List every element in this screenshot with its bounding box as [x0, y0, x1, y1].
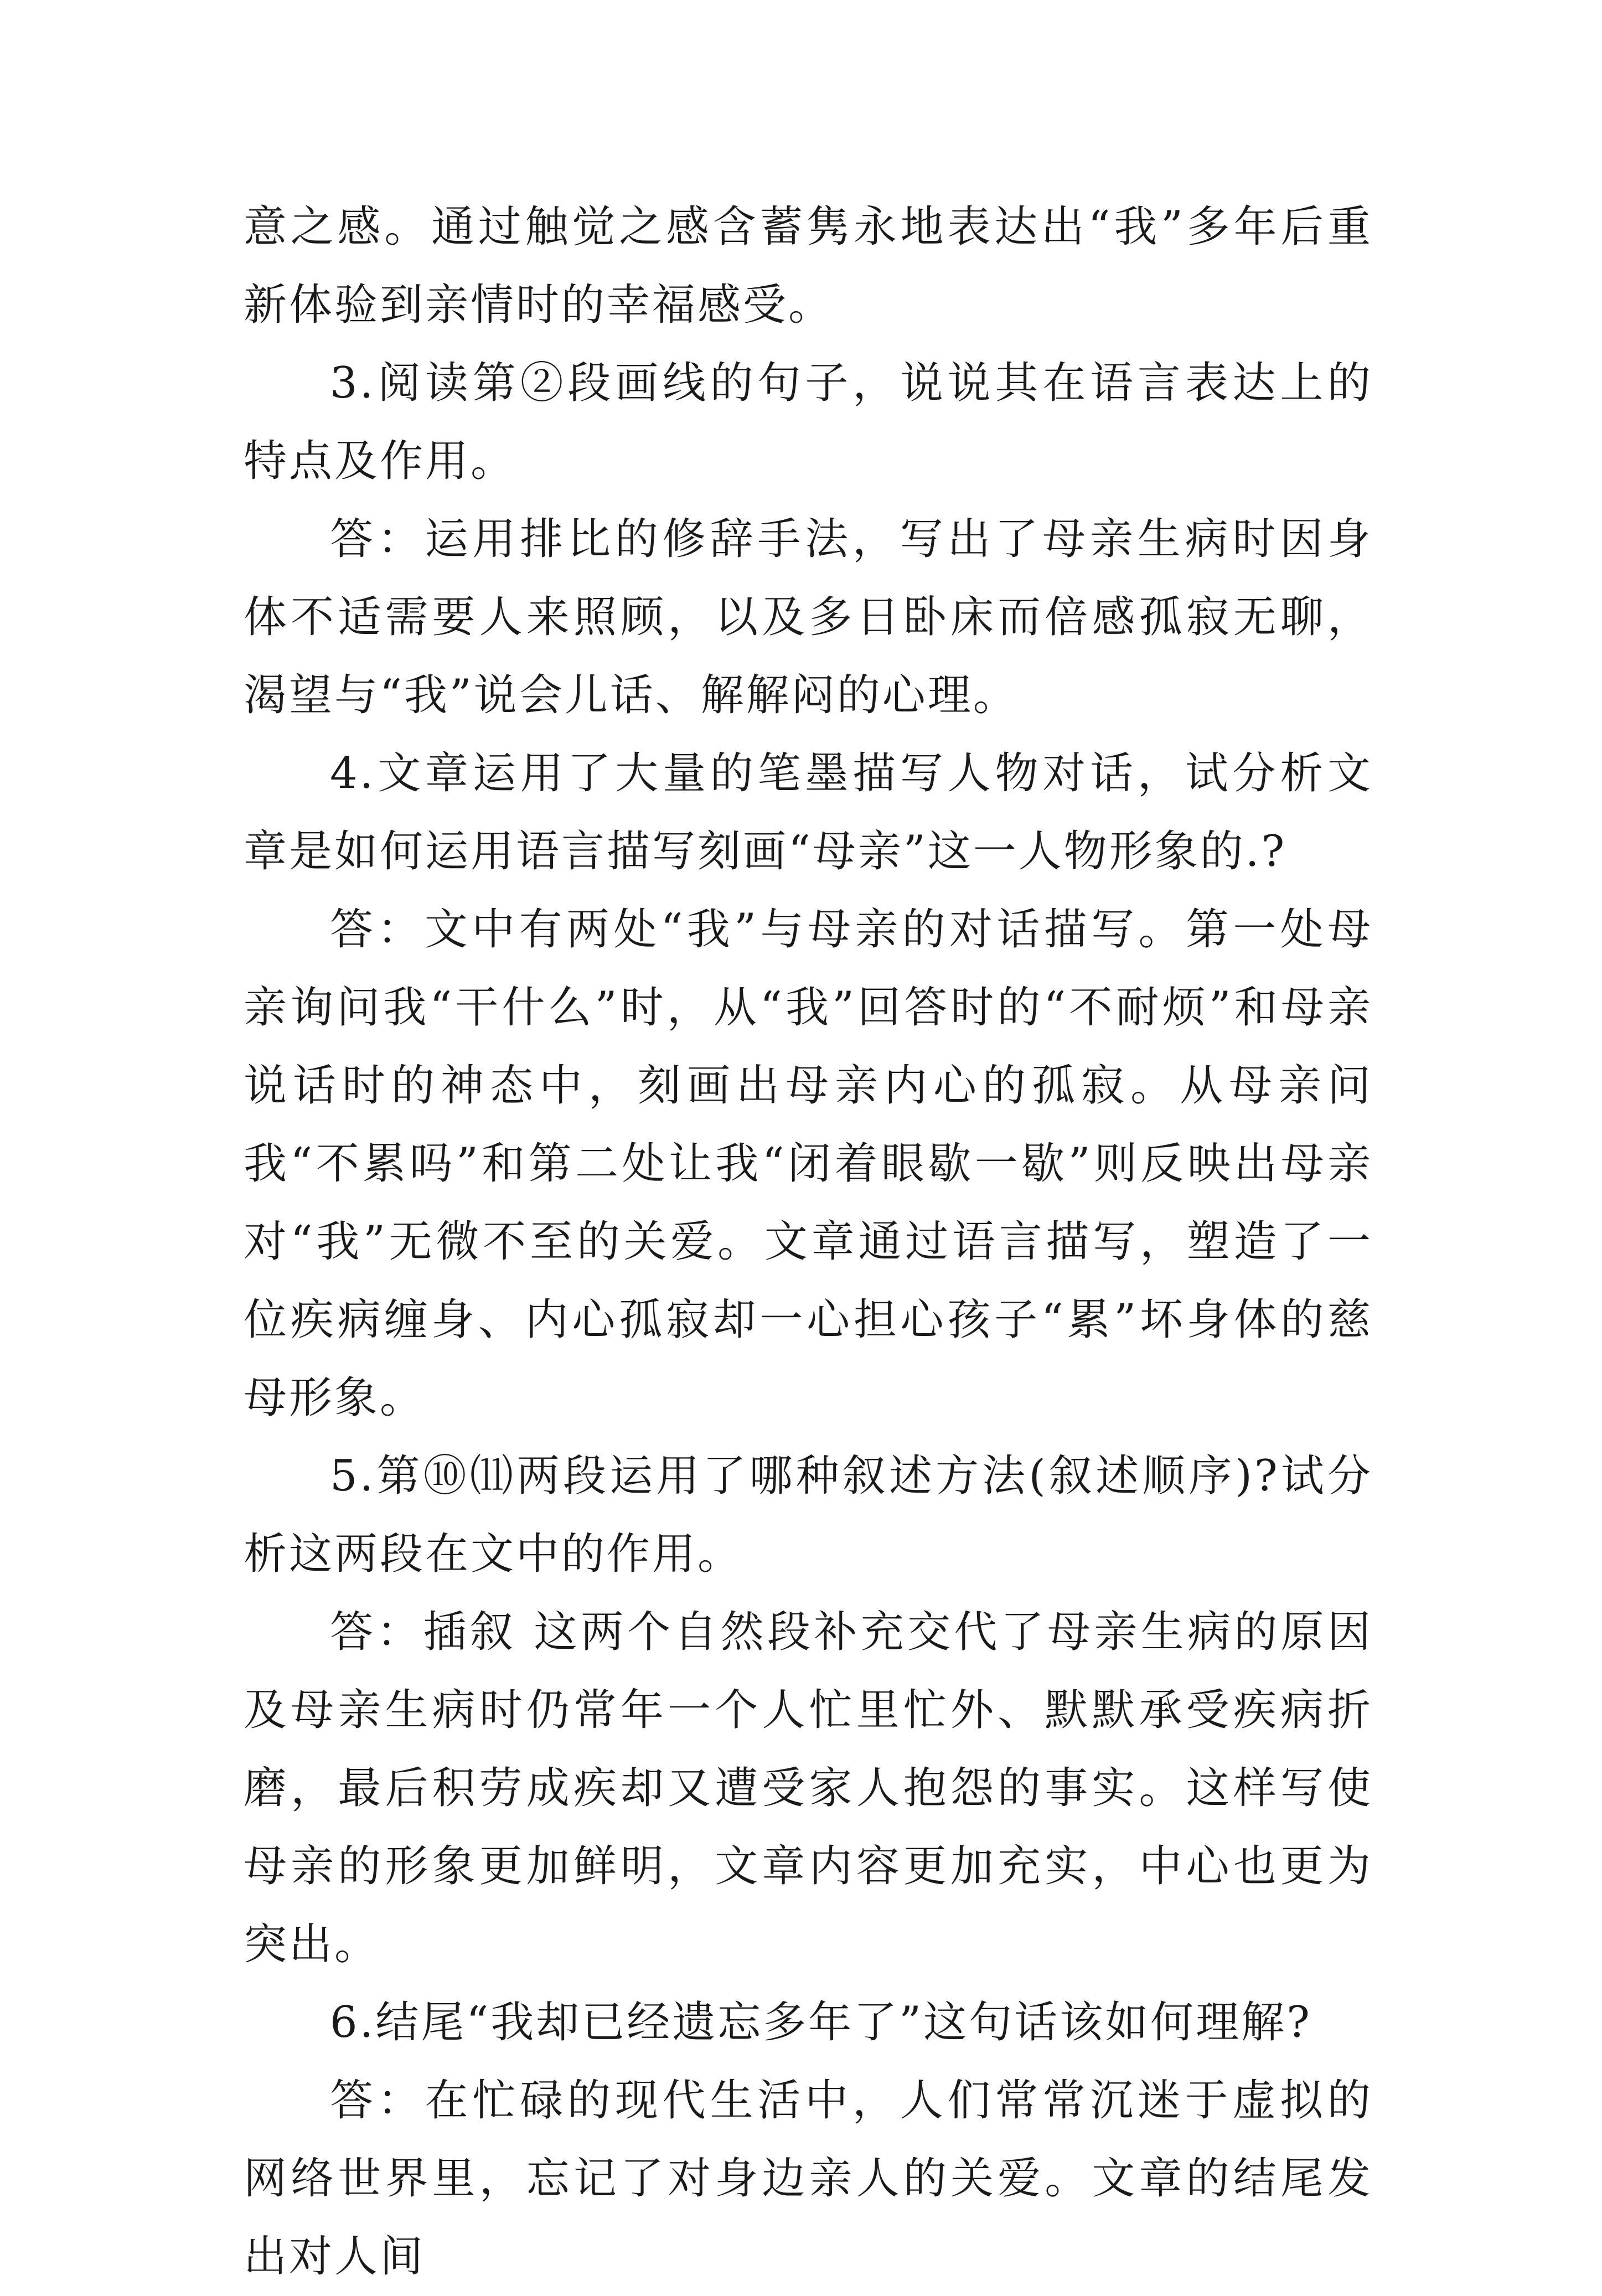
question-4: 4.文章运用了大量的笔墨描写人物对话，试分析文章是如何运用语言描写刻画“母亲”这一人物形象的.? [244, 749, 1373, 876]
document-page [244, 188, 1373, 2296]
question-3: 3.阅读第②段画线的句子，说说其在语言表达上的特点及作用。 [244, 358, 1373, 486]
answer-5: 答：插叙 这两个自然段补充交代了母亲生病的原因及母亲生病时仍常年一个人忙里忙外、默默承受疾病折磨，最后积劳成疾却又遭受家人抱怨的事实。这样写使母亲的形象更加鲜明，文章内容更加充实，中心也更为突出。 [244, 1607, 1373, 1969]
answer-3: 答：运用排比的修辞手法，写出了母亲生病时因身体不适需要人来照顾，以及多日卧床而倍感孤寂无聊，渴望与“我”说会儿话、解解闷的心理。 [244, 514, 1373, 720]
answer-6: 答：在忙碌的现代生活中，人们常常沉迷于虚拟的网络世界里，忘记了对身边亲人的关爱。文章的结尾发出对人间 [244, 2076, 1373, 2282]
question-6: 6.结尾“我却已经遗忘多年了”这句话该如何理解? [330, 1998, 1312, 2047]
answer-4: 答：文中有两处“我”与母亲的对话描写。第一处母亲询问我“干什么”时，从“我”回答时的“不耐烦”和母亲说话时的神态中，刻画出母亲内心的孤寂。从母亲问我“不累吗”和第二处让我“闭着眼歇一歇”则反映出母亲对“我”无微不至的关爱。文章通过语言描写，塑造了一位疾病缠身、内心孤寂却一心担心孩子“累”坏身体的慈母形象。 [244, 905, 1373, 1423]
question-5: 5.第⑩⑾两段运用了哪种叙述方法(叙述顺序)?试分析这两段在文中的作用。 [244, 1451, 1373, 1579]
paragraph-continuation: 意之感。通过触觉之感含蓄隽永地表达出“我”多年后重新体验到亲情时的幸福感受。 [244, 202, 1373, 330]
